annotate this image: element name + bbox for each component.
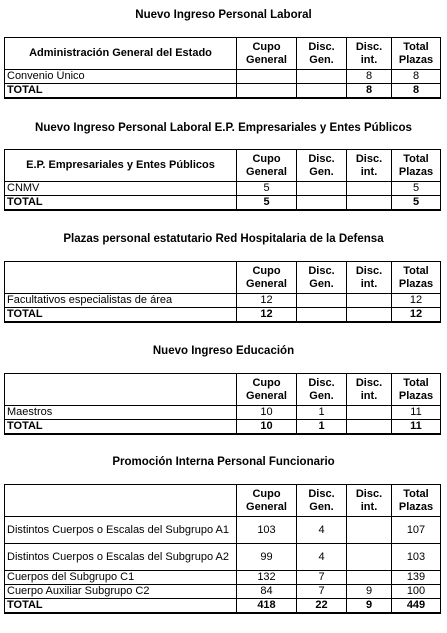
header-label: E.P. Empresariales y Entes Públicos: [5, 150, 237, 182]
cell-cupo: 84: [237, 585, 297, 599]
total-plazas: 449: [392, 599, 441, 614]
cell-cupo: [237, 70, 297, 84]
total-plazas: 8: [392, 84, 441, 99]
total-row: [5, 420, 441, 435]
table-educacion: [4, 373, 441, 435]
cell-disc-int: [347, 517, 392, 544]
cell-disc-gen: [297, 294, 347, 308]
total-plazas: 11: [392, 420, 441, 435]
header-label: [5, 262, 237, 294]
table-row: [5, 406, 441, 420]
section-title: Nuevo Ingreso Personal Laboral: [135, 9, 312, 21]
total-label: TOTAL: [5, 308, 237, 323]
cell-disc-int: [347, 406, 392, 420]
table-empresariales: [4, 149, 441, 211]
cell-total: 100: [392, 585, 441, 599]
header-disc-gen: Disc. Gen.: [297, 374, 347, 406]
header-total: Total Plazas: [392, 38, 441, 70]
header-disc-int: Disc. int.: [347, 38, 392, 70]
total-disc-int: [347, 308, 392, 323]
cell-disc-gen: 4: [297, 517, 347, 544]
table-hospitalaria: [4, 261, 441, 323]
total-disc-gen: [297, 196, 347, 211]
cell-total: 5: [392, 182, 441, 196]
table-promocion: [4, 484, 441, 614]
cell-cupo: 12: [237, 294, 297, 308]
row-label: Distintos Cuerpos o Escalas del Subgrupo A1: [5, 517, 237, 544]
total-disc-int: 9: [347, 599, 392, 614]
total-disc-gen: [297, 308, 347, 323]
cell-total: 139: [392, 571, 441, 585]
section-title: Plazas personal estatutario Red Hospitalaria de la Defensa: [63, 233, 384, 245]
cell-disc-gen: 1: [297, 406, 347, 420]
table-row: [5, 294, 441, 308]
total-row: [5, 308, 441, 323]
table-row: [5, 571, 441, 585]
header-disc-gen: Disc. Gen.: [297, 262, 347, 294]
cell-total: 8: [392, 70, 441, 84]
total-cupo: [237, 84, 297, 99]
cell-disc-gen: [297, 70, 347, 84]
header-label: [5, 485, 237, 517]
cell-disc-int: 9: [347, 585, 392, 599]
cell-disc-gen: 7: [297, 585, 347, 599]
header-disc-int: Disc. int.: [347, 150, 392, 182]
header-total: Total Plazas: [392, 485, 441, 517]
header-disc-int: Disc. int.: [347, 374, 392, 406]
header-total: Total Plazas: [392, 374, 441, 406]
table-laboral: [4, 37, 441, 99]
total-label: TOTAL: [5, 599, 237, 614]
row-label: CNMV: [5, 182, 237, 196]
row-label: Facultativos especialistas de área: [5, 294, 237, 308]
header-cupo: Cupo General: [237, 374, 297, 406]
total-row: [5, 196, 441, 211]
header-disc-gen: Disc. Gen.: [297, 485, 347, 517]
cell-total: 11: [392, 406, 441, 420]
cell-cupo: 10: [237, 406, 297, 420]
header-cupo: Cupo General: [237, 38, 297, 70]
total-disc-gen: 22: [297, 599, 347, 614]
cell-disc-int: [347, 294, 392, 308]
total-label: TOTAL: [5, 196, 237, 211]
row-label: Convenio Único: [5, 70, 237, 84]
cell-cupo: 99: [237, 544, 297, 571]
table-row: [5, 544, 441, 571]
header-disc-int: Disc. int.: [347, 485, 392, 517]
cell-disc-gen: [297, 182, 347, 196]
header-label: Administración General del Estado: [5, 38, 237, 70]
cell-disc-int: 8: [347, 70, 392, 84]
cell-disc-gen: 4: [297, 544, 347, 571]
section-title: Promoción Interna Personal Funcionario: [112, 456, 335, 468]
header-cupo: Cupo General: [237, 485, 297, 517]
total-plazas: 5: [392, 196, 441, 211]
total-row: [5, 84, 441, 99]
row-label: Distintos Cuerpos o Escalas del Subgrupo A2: [5, 544, 237, 571]
total-cupo: 12: [237, 308, 297, 323]
header-label: [5, 374, 237, 406]
header-total: Total Plazas: [392, 262, 441, 294]
cell-disc-int: [347, 544, 392, 571]
cell-disc-gen: 7: [297, 571, 347, 585]
header-cupo: Cupo General: [237, 262, 297, 294]
total-label: TOTAL: [5, 84, 237, 99]
total-cupo: 10: [237, 420, 297, 435]
cell-cupo: 5: [237, 182, 297, 196]
section-title: Nuevo Ingreso Educación: [152, 345, 295, 357]
total-cupo: 5: [237, 196, 297, 211]
cell-cupo: 132: [237, 571, 297, 585]
cell-total: 12: [392, 294, 441, 308]
total-disc-int: 8: [347, 84, 392, 99]
section-title: Nuevo Ingreso Personal Laboral E.P. Empresariales y Entes Públicos: [35, 122, 412, 134]
header-disc-gen: Disc. Gen.: [297, 150, 347, 182]
row-label: Cuerpo Auxiliar Subgrupo C2: [5, 585, 237, 599]
total-label: TOTAL: [5, 420, 237, 435]
total-cupo: 418: [237, 599, 297, 614]
cell-cupo: 103: [237, 517, 297, 544]
total-plazas: 12: [392, 308, 441, 323]
header-cupo: Cupo General: [237, 150, 297, 182]
cell-total: 103: [392, 544, 441, 571]
cell-total: 107: [392, 517, 441, 544]
row-label: Cuerpos del Subgrupo C1: [5, 571, 237, 585]
total-disc-int: [347, 420, 392, 435]
table-row: [5, 585, 441, 599]
total-row: [5, 599, 441, 614]
header-disc-int: Disc. int.: [347, 262, 392, 294]
header-total: Total Plazas: [392, 150, 441, 182]
table-row: [5, 517, 441, 544]
cell-disc-int: [347, 571, 392, 585]
cell-disc-int: [347, 182, 392, 196]
table-row: [5, 70, 441, 84]
total-disc-int: [347, 196, 392, 211]
total-disc-gen: [297, 84, 347, 99]
header-disc-gen: Disc. Gen.: [297, 38, 347, 70]
total-disc-gen: 1: [297, 420, 347, 435]
row-label: Maestros: [5, 406, 237, 420]
table-row: [5, 182, 441, 196]
